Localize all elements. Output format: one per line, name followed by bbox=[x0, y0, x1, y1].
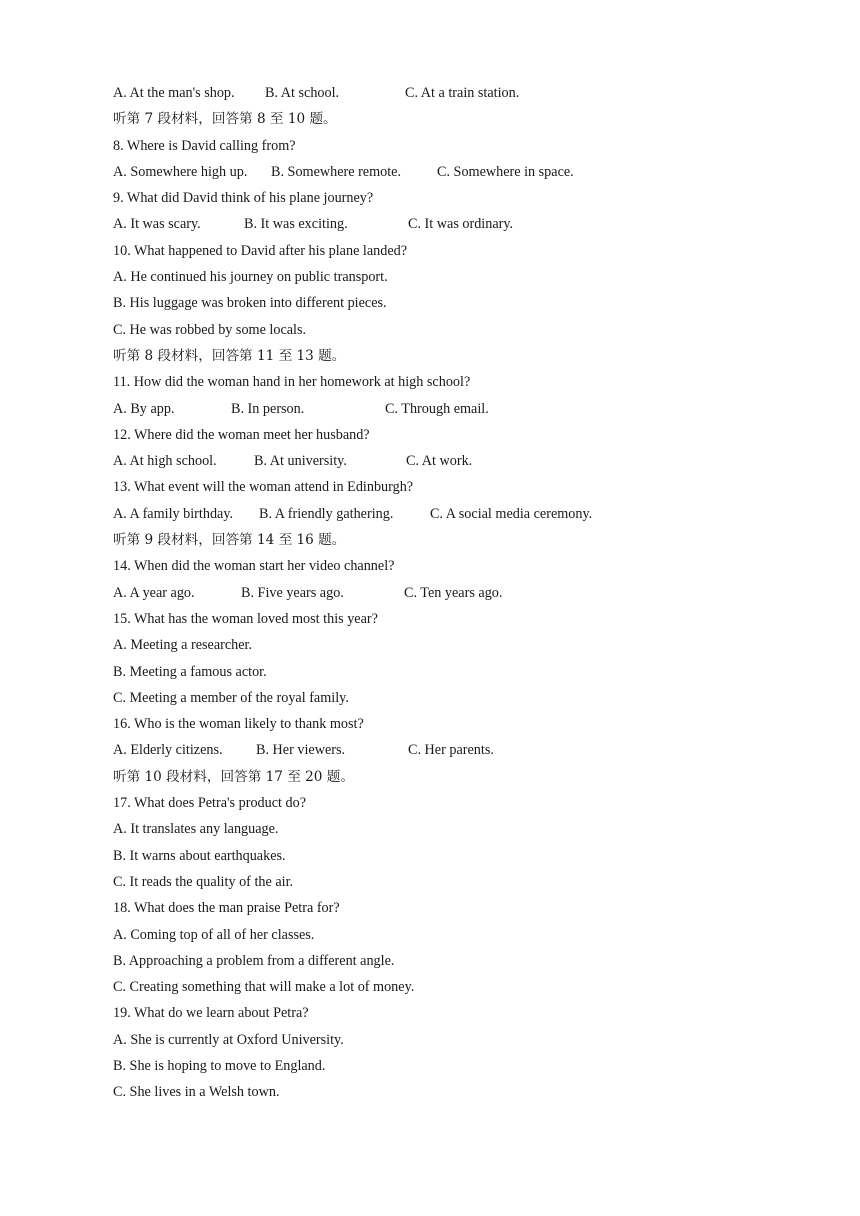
question-text: 11. How did the woman hand in her homework at high school? bbox=[113, 374, 471, 391]
answer-option: C. Her parents. bbox=[408, 742, 494, 759]
section-heading: 听第 8 段材料，回答第 11 至 13 题。 bbox=[113, 347, 346, 364]
answer-option: A. Meeting a researcher. bbox=[113, 637, 253, 654]
answer-option: C. At work. bbox=[406, 453, 473, 470]
answer-option: B. His luggage was broken into different pieces. bbox=[113, 295, 387, 312]
question-text: 13. What event will the woman attend in Edinburgh? bbox=[113, 479, 414, 496]
answer-option: C. Creating something that will make a lot of money. bbox=[113, 979, 415, 996]
answer-option: B. Meeting a famous actor. bbox=[113, 663, 267, 680]
question-text: 8. Where is David calling from? bbox=[113, 137, 296, 154]
answer-options-row bbox=[113, 580, 813, 606]
question-text: 17. What does Petra's product do? bbox=[113, 795, 306, 812]
answer-option: A. It translates any language. bbox=[113, 821, 279, 838]
answer-option: B. It warns about earthquakes. bbox=[113, 847, 286, 864]
question-text: 15. What has the woman loved most this year? bbox=[113, 610, 378, 627]
question-text: 10. What happened to David after his plane landed? bbox=[113, 242, 408, 259]
answer-options-row bbox=[113, 448, 813, 474]
answer-options-row bbox=[113, 80, 813, 106]
answer-option: A. By app. bbox=[113, 400, 175, 417]
answer-option: A. At the man's shop. bbox=[113, 85, 235, 101]
answer-options-row bbox=[113, 501, 813, 527]
answer-option: B. She is hoping to move to England. bbox=[113, 1057, 326, 1074]
answer-option: B. At school. bbox=[265, 85, 340, 101]
answer-option: C. Meeting a member of the royal family. bbox=[113, 689, 349, 706]
section-heading: 听第 10 段材料，回答第 17 至 20 题。 bbox=[113, 768, 354, 785]
answer-option: A. She is currently at Oxford University. bbox=[113, 1031, 344, 1048]
answer-option: A. Elderly citizens. bbox=[113, 742, 223, 759]
question-text: 14. When did the woman start her video channel? bbox=[113, 558, 395, 575]
answer-option: B. At university. bbox=[254, 453, 347, 470]
answer-option: C. She lives in a Welsh town. bbox=[113, 1084, 280, 1101]
answer-option: B. Somewhere remote. bbox=[271, 163, 402, 180]
question-list bbox=[113, 80, 813, 1106]
answer-option: C. A social media ceremony. bbox=[430, 505, 593, 522]
section-heading: 听第 7 段材料，回答第 8 至 10 题。 bbox=[113, 111, 337, 128]
answer-option: C. Through email. bbox=[385, 400, 489, 417]
answer-option: A. It was scary. bbox=[113, 216, 201, 233]
answer-option: A. Somewhere high up. bbox=[113, 163, 248, 180]
answer-options-row bbox=[113, 159, 813, 185]
answer-option: C. Somewhere in space. bbox=[437, 163, 574, 180]
question-text: 18. What does the man praise Petra for? bbox=[113, 900, 340, 917]
answer-option: C. It was ordinary. bbox=[408, 216, 514, 233]
answer-option: B. In person. bbox=[231, 400, 305, 417]
section-heading: 听第 9 段材料，回答第 14 至 16 题。 bbox=[113, 532, 346, 549]
answer-option: B. A friendly gathering. bbox=[259, 505, 394, 522]
answer-option: C. It reads the quality of the air. bbox=[113, 873, 294, 890]
answer-options-row bbox=[113, 737, 813, 763]
answer-option: B. Her viewers. bbox=[256, 742, 346, 759]
answer-option: A. A family birthday. bbox=[113, 505, 234, 522]
answer-option: C. He was robbed by some locals. bbox=[113, 321, 307, 338]
answer-option: B. Five years ago. bbox=[241, 584, 344, 601]
answer-option: A. At high school. bbox=[113, 453, 217, 470]
answer-option: A. Coming top of all of her classes. bbox=[113, 926, 315, 943]
answer-options-row bbox=[113, 396, 813, 422]
answer-option: A. A year ago. bbox=[113, 584, 195, 601]
question-text: 12. Where did the woman meet her husband? bbox=[113, 426, 370, 443]
answer-option: B. Approaching a problem from a different angle. bbox=[113, 952, 395, 969]
question-text: 19. What do we learn about Petra? bbox=[113, 1005, 309, 1022]
answer-option: C. At a train station. bbox=[405, 85, 520, 101]
answer-option: C. Ten years ago. bbox=[404, 584, 503, 601]
answer-option: A. He continued his journey on public transport. bbox=[113, 269, 388, 286]
answer-options-row bbox=[113, 211, 813, 237]
answer-option: B. It was exciting. bbox=[244, 216, 348, 233]
question-text: 9. What did David think of his plane journey? bbox=[113, 190, 374, 207]
question-text: 16. Who is the woman likely to thank most? bbox=[113, 716, 364, 733]
